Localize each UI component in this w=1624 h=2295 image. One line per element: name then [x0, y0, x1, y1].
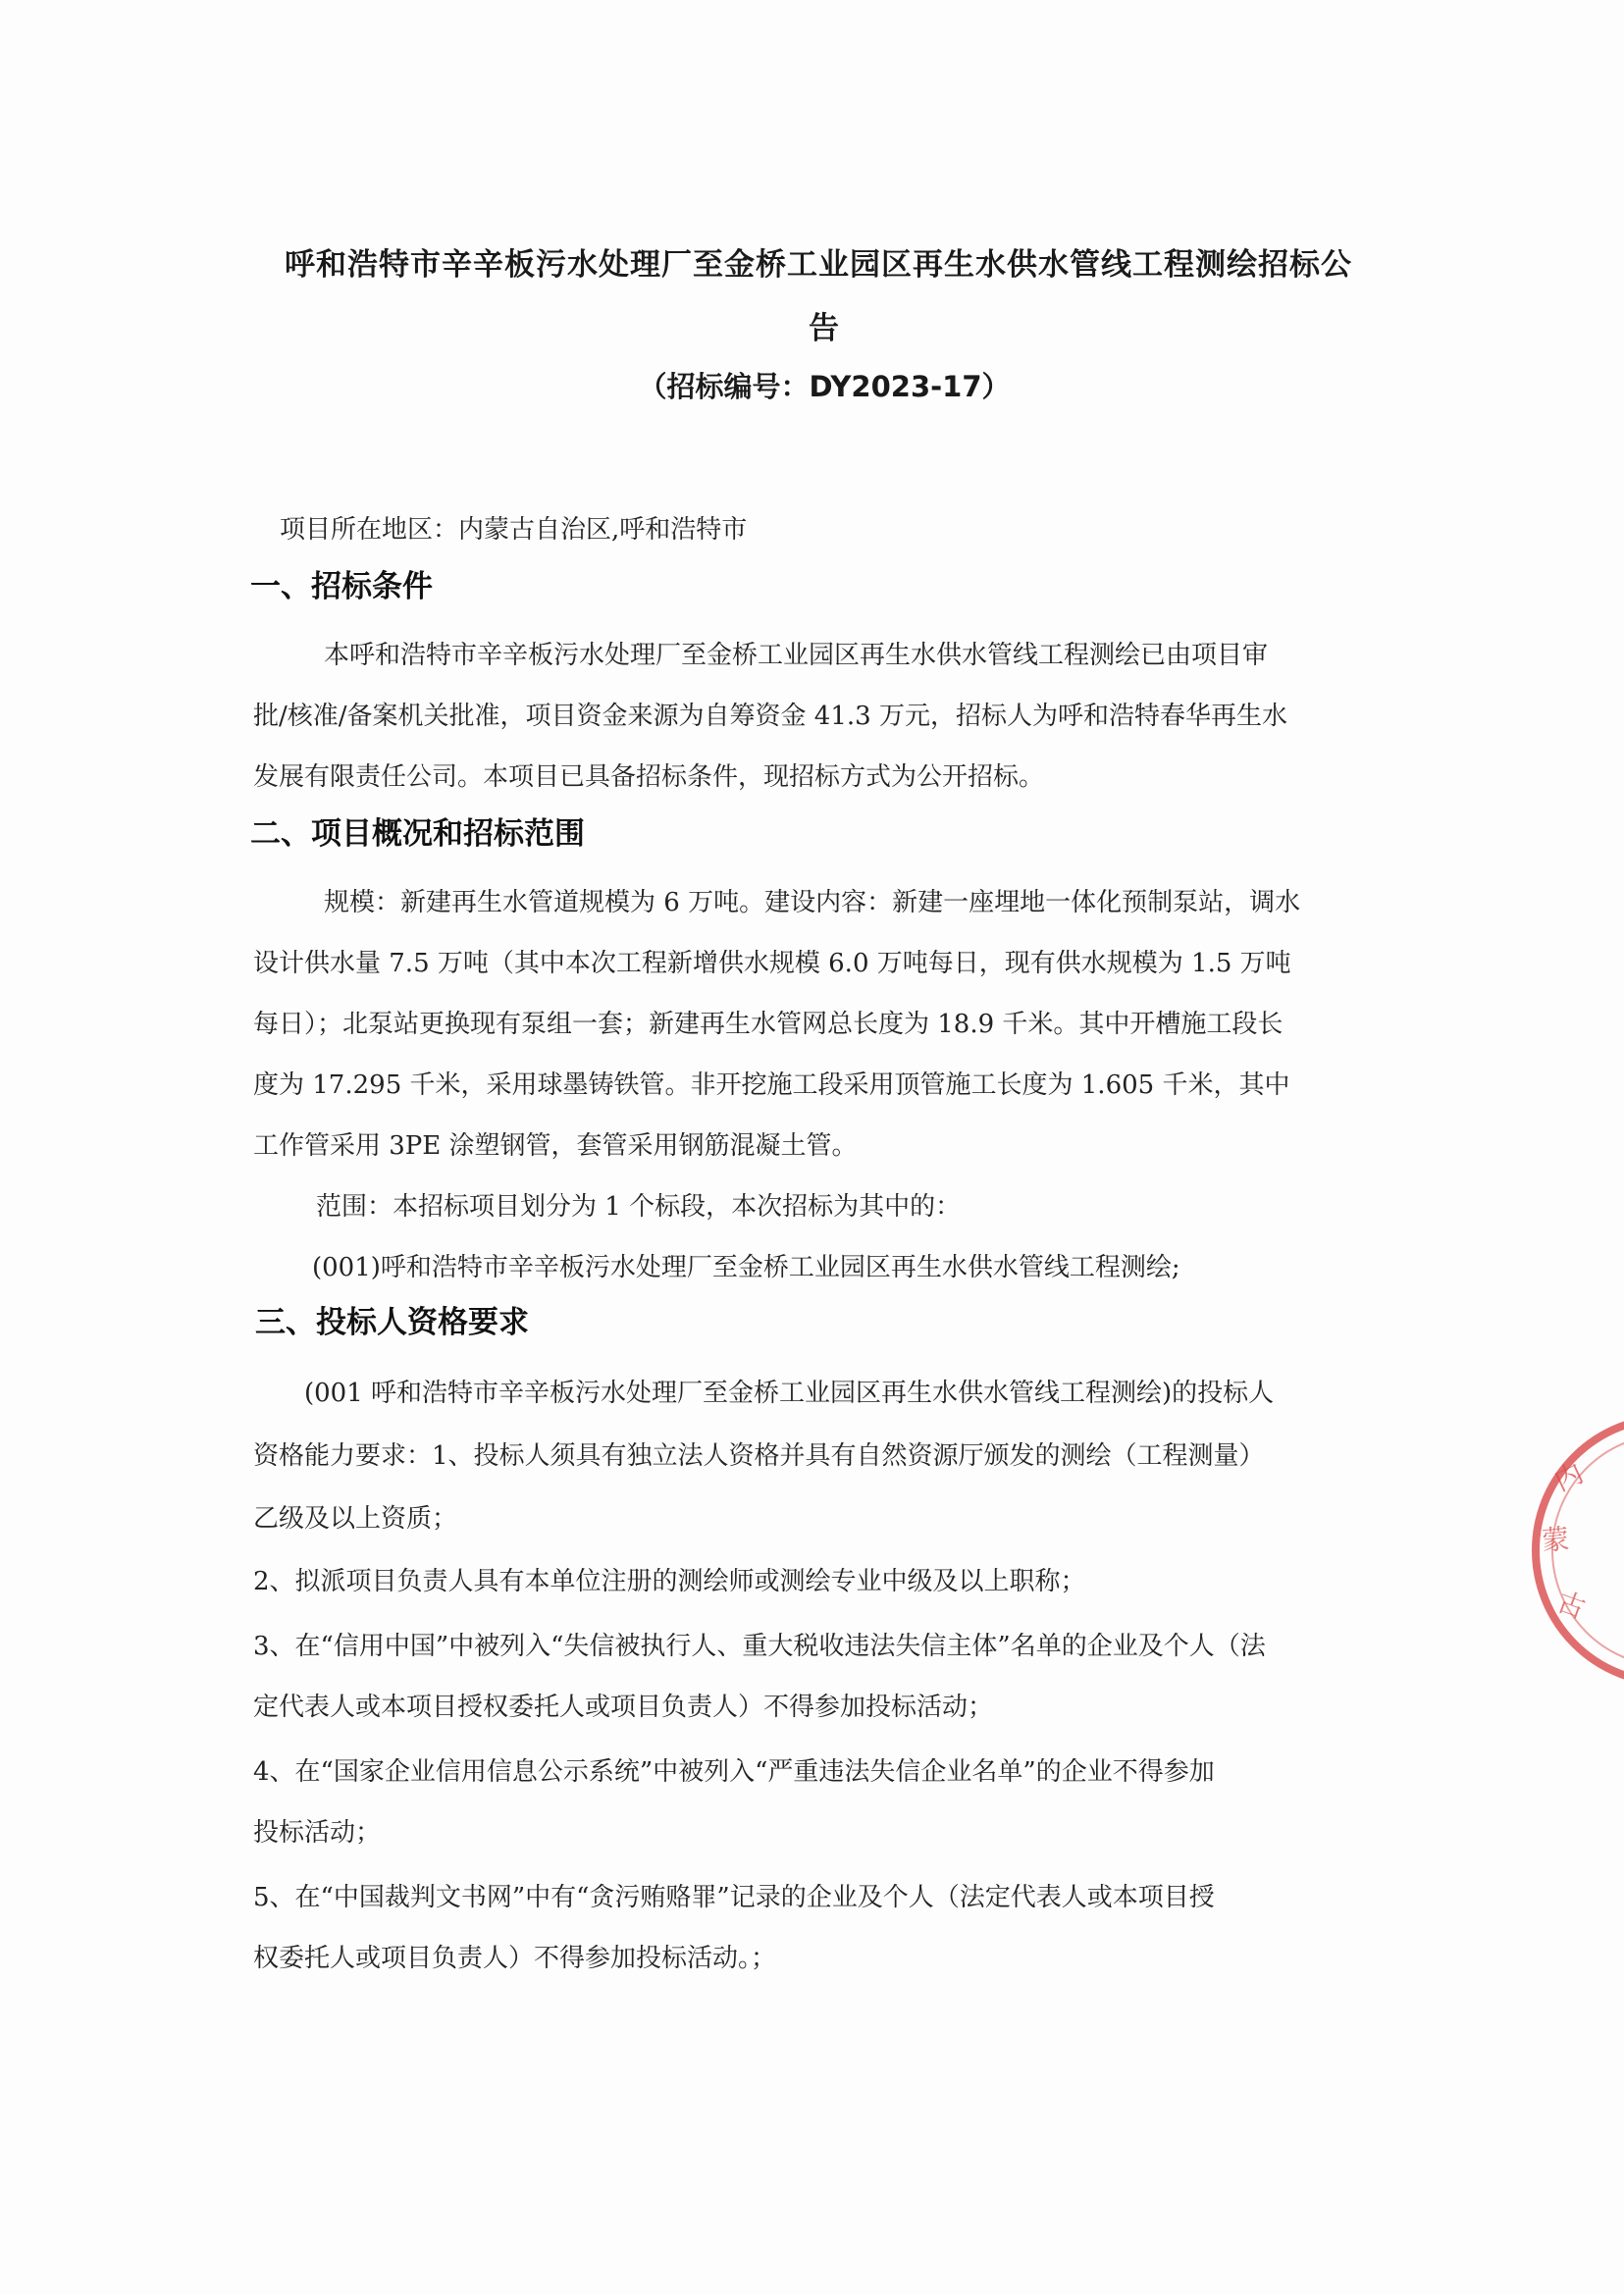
section2-line: 工作管采用 3PE 涂塑钢管，套管采用钢筋混凝土管。	[253, 1131, 858, 1161]
section2-line: 设计供水量 7.5 万吨（其中本次工程新增供水规模 6.0 万吨每日，现有供水规模为 1.5 万吨	[253, 949, 1291, 978]
section2-line: 每日）；北泵站更换现有泵组一套；新建再生水管网总长度为 18.9 千米。其中开槽施工段长	[253, 1010, 1283, 1039]
svg-text:蒙: 蒙	[1540, 1522, 1571, 1557]
section3-line: 4、在“国家企业信用信息公示系统”中被列入“严重违法失信企业名单”的企业不得参加	[253, 1757, 1215, 1787]
section3-line: 权委托人或项目负责人）不得参加投标活动。；	[253, 1944, 777, 1973]
document-title-line2: 告	[809, 311, 840, 346]
section1-line: 发展有限责任公司。本项目已具备招标条件，现招标方式为公开招标。	[253, 762, 1045, 792]
section3-line: (001 呼和浩特市辛辛板污水处理厂至金桥工业园区再生水供水管线工程测绘)的投标人	[304, 1379, 1275, 1408]
section2-line: 度为 17.295 千米，采用球墨铸铁管。非开挖施工段采用顶管施工长度为 1.605 千米，其中	[253, 1070, 1290, 1100]
section2-heading: 二、项目概况和招标范围	[250, 816, 585, 852]
section3-line: 投标活动；	[253, 1818, 382, 1848]
project-region: 项目所在地区：内蒙古自治区,呼和浩特市	[280, 515, 748, 545]
svg-text:古: 古	[1552, 1585, 1591, 1626]
section1-heading: 一、招标条件	[250, 569, 433, 604]
svg-text:内: 内	[1549, 1456, 1589, 1498]
section3-line: 定代表人或本项目授权委托人或项目负责人）不得参加投标活动；	[253, 1693, 994, 1722]
section3-heading: 三、投标人资格要求	[255, 1305, 529, 1340]
section3-line: 3、在“信用中国”中被列入“失信被执行人、重大税收违法失信主体”名单的企业及个人（法	[253, 1632, 1266, 1661]
section2-line: 范围：本招标项目划分为 1 个标段，本次招标为其中的：	[316, 1192, 962, 1222]
section1-line: 本呼和浩特市辛辛板污水处理厂至金桥工业园区再生水供水管线工程测绘已由项目审	[324, 641, 1269, 670]
document-title-line1: 呼和浩特市辛辛板污水处理厂至金桥工业园区再生水供水管线工程测绘招标公	[285, 247, 1352, 283]
section3-line: 资格能力要求：1、投标人须具有独立法人资格并具有自然资源厅颁发的测绘（工程测量）	[253, 1441, 1265, 1471]
bid-number: （招标编号：DY2023-17）	[638, 370, 1011, 403]
section3-line: 5、在“中国裁判文书网”中有“贪污贿赂罪”记录的企业及个人（法定代表人或本项目授	[253, 1883, 1215, 1912]
section2-line: (001)呼和浩特市辛辛板污水处理厂至金桥工业园区再生水供水管线工程测绘;	[312, 1253, 1180, 1282]
section2-line: 规模：新建再生水管道规模为 6 万吨。建设内容：新建一座埋地一体化预制泵站，调水	[324, 888, 1301, 917]
official-seal-icon	[1521, 1403, 1624, 1697]
section3-line: 2、拟派项目负责人具有本单位注册的测绘师或测绘专业中级及以上职称；	[253, 1567, 1086, 1596]
section3-line: 乙级及以上资质；	[253, 1504, 458, 1534]
section1-line: 批/核准/备案机关批准，项目资金来源为自筹资金 41.3 万元，招标人为呼和浩特春华再生水	[253, 702, 1287, 731]
